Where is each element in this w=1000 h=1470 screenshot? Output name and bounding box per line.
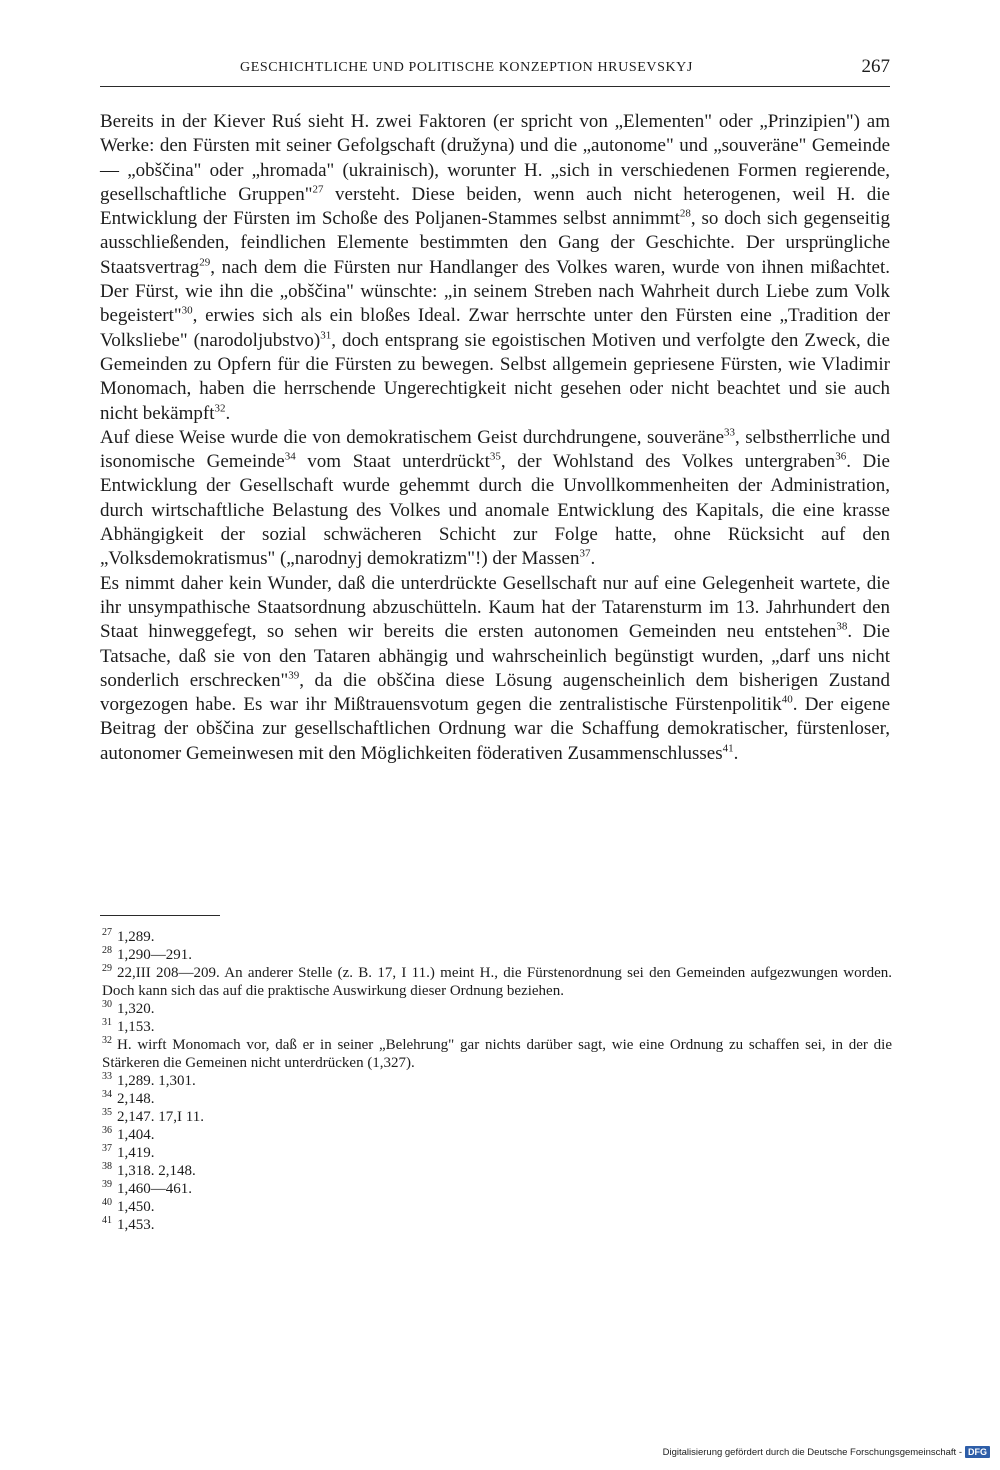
footnote-33: $^{33}$ 1,289. 1,301.	[102, 1071, 196, 1089]
dfg-logo-icon: DFG	[965, 1446, 990, 1458]
digitization-footer	[663, 1444, 990, 1460]
footnote-ref-37: 37	[579, 548, 591, 561]
footnote-37: $^{37}$ 1,419.	[102, 1143, 155, 1161]
footnote-ref-30: 30	[181, 305, 193, 318]
paragraph-1: Bereits in der Kiever Ruś sieht H. zwei Faktoren (er spricht von „Elementen" oder „Prinzipien") am Werke: den Fürsten mit seiner Gefolgschaft (družyna) und die „autonome" und „souveräne" Gemeinde — „obščina" oder „hromada" (ukrainisch), worunter H. „sich in verschiedenen Formen regierende, gesellschaftliche Gruppen"$^{27}$ versteht. Diese beiden, wenn auch nicht heterogenen, weil H. die Entwicklung der Fürsten im Schoße des Poljanen-Stammes selbst annimmt$^{28}$, so doch sich gegenseitig ausschließenden, feindlichen Elemente bestimmten den Gang der Geschichte. Der ursprüngliche Staatsvertrag$^{29}$, nach dem die Fürsten nur Handlanger des Volkes waren, wurde von ihnen mißachtet. Der Fürst, wie ihn die „obščina" wünschte: „in seinem Streben nach Wahrheit durch Liebe zum Volk begeistert"$^{30}$, erwies sich als ein bloßes Ideal. Zwar herrschte unter den Fürsten eine „Tradition der Volksliebe" (narodoljubstvo)$^{31}$, doch entsprang sie egoistischen Motiven und verfolgte den Zweck, die Gemeinden zu Opfern für die Fürsten zu bewegen. Selbst allgemein gepriesene Fürsten, wie Vladimir Monomach, haben die herrschende Ungerechtigkeit nicht gesehen oder nicht beachtet und sie auch nicht bekämpft$^{32}$.	[100, 111, 891, 424]
footnote-28: $^{28}$ 1,290—291.	[102, 945, 192, 963]
footnote-ref-35: 35	[489, 450, 501, 463]
running-title: GESCHICHTLICHE UND POLITISCHE KONZEPTION HRUSEVSKYJ	[240, 60, 693, 75]
footnote-ref-29: 29	[199, 256, 211, 269]
footnote-38: $^{38}$ 1,318. 2,148.	[102, 1161, 196, 1179]
footnote-ref-31: 31	[320, 329, 332, 342]
footnote-36: $^{36}$ 1,404.	[102, 1125, 155, 1143]
footnote-ref-34: 34	[284, 450, 296, 463]
footnote-35: $^{35}$ 2,147. 17,I 11.	[102, 1107, 204, 1125]
footnote-ref-40: 40	[781, 693, 793, 706]
footnote-ref-27: 27	[312, 183, 324, 196]
paragraph-2: Auf diese Weise wurde die von demokratischem Geist durchdrungene, souveräne$^{33}$, selbstherrliche und isonomische Gemeinde$^{34}$ vom Staat unterdrückt$^{35}$, der Wohlstand des Volkes untergraben$^{36}$. Die Entwicklung der Gesellschaft wurde gehemmt durch die Unvollkommenheiten der Administration, durch wirtschaftliche Belastung des Volkes und anomale Entwicklung des Kapitals, die eine krasse Abhängigkeit der sozial schwächeren Schicht zur Folge hatte, ohne Rücksicht auf den „Volksdemokratismus" („narodnyj demokratizm"!) der Massen$^{37}$.	[100, 426, 890, 570]
main-text	[100, 110, 890, 766]
footnote-ref-39: 39	[288, 669, 300, 682]
footnote-34: $^{34}$ 2,148.	[102, 1089, 155, 1107]
footnote-ref-38: 38	[836, 620, 848, 633]
footnote-32: $^{32}$ H. wirft Monomach vor, daß er in seiner „Belehrung" gar nichts darüber sagt, wie eine Ordnung zu schaffen sei, in der die Stärkeren die Gemeinen nicht unterdrücken (1,327).	[102, 1035, 892, 1071]
footnote-30: $^{30}$ 1,320.	[102, 999, 155, 1017]
page-number: 267	[861, 56, 890, 77]
footnote-31: $^{31}$ 1,153.	[102, 1017, 155, 1035]
digitization-credit: Digitalisierung gefördert durch die Deutsche Forschungsgemeinschaft -	[662, 1446, 962, 1458]
paragraph-3: Es nimmt daher kein Wunder, daß die unterdrückte Gesellschaft nur auf eine Gelegenheit wartete, die ihr unsympathische Staatsordnung abzuschütteln. Kaum hat der Tatarensturm im 13. Jahrhundert den Staat hinweggefegt, so sehen wir bereits die ersten autonomen Gemeinden neu entstehen$^{38}$. Die Tatsache, daß sie von den Tataren abhängig und wahrscheinlich begünstigt wurden, „darf uns nicht sonderlich erschrecken"$^{39}$, da die obščina diese Lösung augenscheinlich dem bisherigen Zustand vorgezogen habe. Es war ihr Mißtrauensvotum gegen die zentralistische Fürstenpolitik$^{40}$. Der eigene Beitrag der obščina zur gesellschaftlichen Ordnung war die Schaffung demokratischer, fürstenloser, autonomer Gemeinwesen mit den Möglichkeiten föderativen Zusammenschlusses$^{41}$.	[100, 572, 891, 764]
footnote-ref-36: 36	[835, 450, 847, 463]
footnote-ref-28: 28	[679, 207, 691, 220]
footnote-27: $^{27}$ 1,289.	[102, 927, 155, 945]
running-header	[100, 54, 890, 87]
footnote-ref-41: 41	[722, 742, 734, 755]
footnote-divider	[100, 915, 220, 916]
footnote-40: $^{40}$ 1,450.	[102, 1197, 155, 1215]
footnote-41: $^{41}$ 1,453.	[102, 1215, 155, 1233]
footnote-ref-32: 32	[214, 402, 226, 415]
footnote-ref-33: 33	[724, 426, 736, 439]
footnote-39: $^{39}$ 1,460—461.	[102, 1179, 192, 1197]
footnote-29: $^{29}$ 22,III 208—209. An anderer Stelle (z. B. 17, I 11.) meint H., die Fürstenordnung sei den Gemeinden aufgezwungen worden. Doch kann sich das auf die praktische Auswirkung dieser Ordnung beziehen.	[102, 963, 892, 999]
footnotes	[102, 928, 892, 1234]
